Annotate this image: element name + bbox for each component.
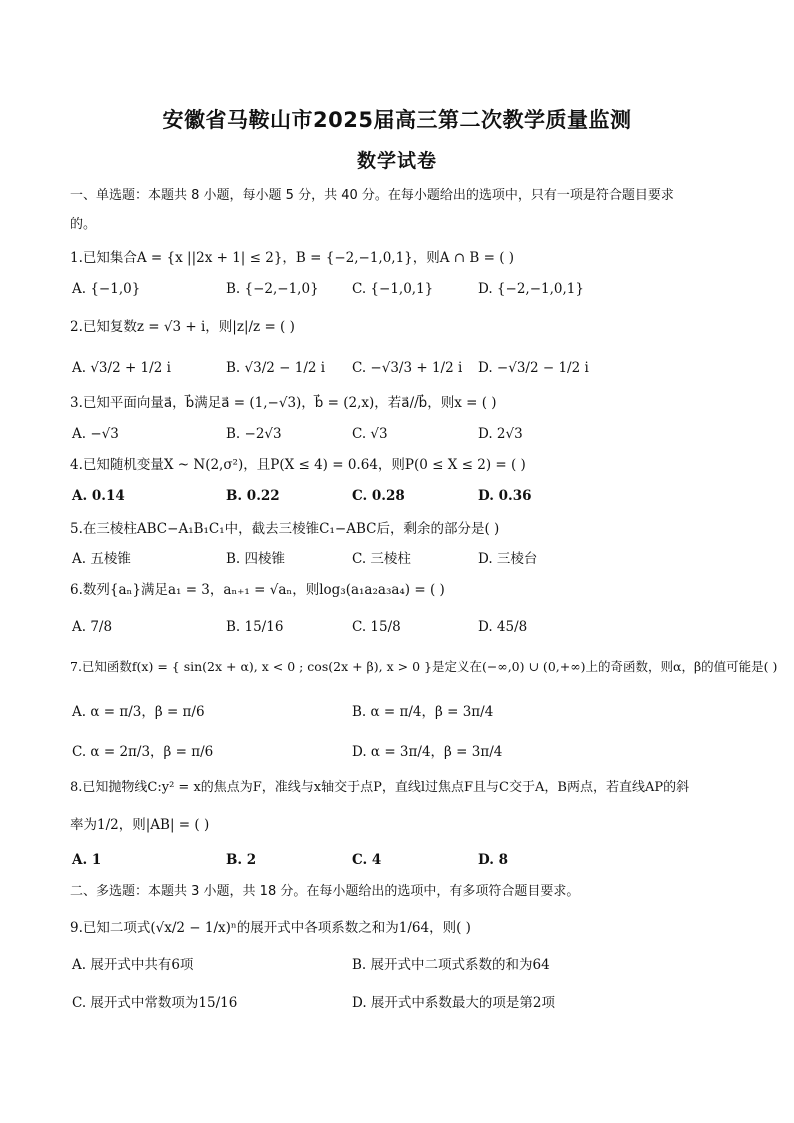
q5-option-b: B. 四棱锥	[226, 551, 286, 567]
q3-option-c: C. √3	[352, 426, 388, 442]
q3-option-b: B. −2√3	[226, 426, 282, 442]
q1-option-c: C. {−1,0,1}	[352, 281, 434, 297]
exam-title: 安徽省马鞍山市2025届高三第二次教学质量监测	[162, 108, 632, 132]
q5-option-c: C. 三棱柱	[352, 551, 411, 567]
question-6: 6.数列{aₙ}满足a₁ = 3，aₙ₊₁ = √aₙ，则log₃(a₁a₂a₃a₄) = ( )	[70, 582, 445, 598]
question-8-cont: 率为1/2，则|AB| = ( )	[70, 817, 210, 833]
q2-option-c: C. −√3/3 + 1/2 i	[352, 360, 463, 376]
section1-instructions: 一、单选题：本题共 8 小题，每小题 5 分，共 40 分。在每小题给出的选项中，只有一项是符合题目要求	[70, 188, 674, 203]
q7-option-b: B. α = π/4，β = 3π/4	[352, 704, 494, 720]
q7-option-d: D. α = 3π/4，β = 3π/4	[352, 744, 503, 760]
q2-option-a: A. √3/2 + 1/2 i	[72, 360, 171, 376]
section1-instructions-cont: 的。	[70, 217, 97, 232]
q9-option-b: B. 展开式中二项式系数的和为64	[352, 957, 550, 973]
question-8: 8.已知抛物线C:y² = x的焦点为F，准线与x轴交于点P，直线l过焦点F且与C交于A，B两点，若直线AP的斜	[70, 780, 690, 795]
q2-option-d: D. −√3/2 − 1/2 i	[478, 360, 589, 376]
q4-option-d: D. 0.36	[478, 488, 532, 504]
q8-option-b: B. 2	[226, 852, 257, 868]
q7-option-c: C. α = 2π/3，β = π/6	[72, 744, 214, 760]
question-2: 2.已知复数z = √3 + i，则|z|/z = ( )	[70, 319, 295, 335]
section2-instructions: 二、多选题：本题共 3 小题，共 18 分。在每小题给出的选项中，有多项符合题目要求。	[70, 884, 580, 899]
q2-option-b: B. √3/2 − 1/2 i	[226, 360, 326, 376]
q5-option-d: D. 三棱台	[478, 551, 538, 567]
q3-option-d: D. 2√3	[478, 426, 523, 442]
q5-option-a: A. 五棱锥	[72, 551, 131, 567]
q9-option-c: C. 展开式中常数项为15/16	[72, 995, 238, 1011]
question-5: 5.在三棱柱ABC−A₁B₁C₁中，截去三棱锥C₁−ABC后，剩余的部分是( )	[70, 521, 500, 537]
question-3: 3.已知平面向量a⃗，b⃗满足a⃗ = (1,−√3)，b⃗ = (2,x)，若a⃗//b⃗，则x = ( )	[70, 395, 497, 411]
q4-option-a: A. 0.14	[72, 488, 125, 504]
question-7: 7.已知函数f(x) = { sin(2x + α), x < 0 ; cos(2x + β), x > 0 }是定义在(−∞,0) ∪ (0,+∞)上的奇函数，则α，β的值可能是( )	[70, 659, 778, 674]
q1-option-d: D. {−2,−1,0,1}	[478, 281, 584, 297]
q6-option-a: A. 7/8	[72, 619, 113, 635]
q1-option-a: A. {−1,0}	[72, 281, 141, 297]
q6-option-c: C. 15/8	[352, 619, 401, 635]
q1-option-b: B. {−2,−1,0}	[226, 281, 319, 297]
q4-option-c: C. 0.28	[352, 488, 405, 504]
question-1: 1.已知集合A = {x ||2x + 1| ≤ 2}，B = {−2,−1,0,1}，则A ∩ B = ( )	[70, 250, 515, 266]
q8-option-a: A. 1	[72, 852, 102, 868]
q6-option-b: B. 15/16	[226, 619, 284, 635]
q9-option-a: A. 展开式中共有6项	[72, 957, 194, 973]
q6-option-d: D. 45/8	[478, 619, 528, 635]
q4-option-b: B. 0.22	[226, 488, 280, 504]
q8-option-c: C. 4	[352, 852, 382, 868]
q7-option-a: A. α = π/3，β = π/6	[72, 704, 205, 720]
question-9: 9.已知二项式(√x/2 − 1/x)ⁿ的展开式中各项系数之和为1/64，则( )	[70, 920, 471, 936]
q3-option-a: A. −√3	[72, 426, 119, 442]
q8-option-d: D. 8	[478, 852, 509, 868]
question-4: 4.已知随机变量X ~ N(2,σ²)，且P(X ≤ 4) = 0.64，则P(0 ≤ X ≤ 2) = ( )	[70, 457, 526, 473]
q9-option-d: D. 展开式中系数最大的项是第2项	[352, 995, 556, 1011]
exam-subtitle: 数学试卷	[356, 150, 437, 172]
